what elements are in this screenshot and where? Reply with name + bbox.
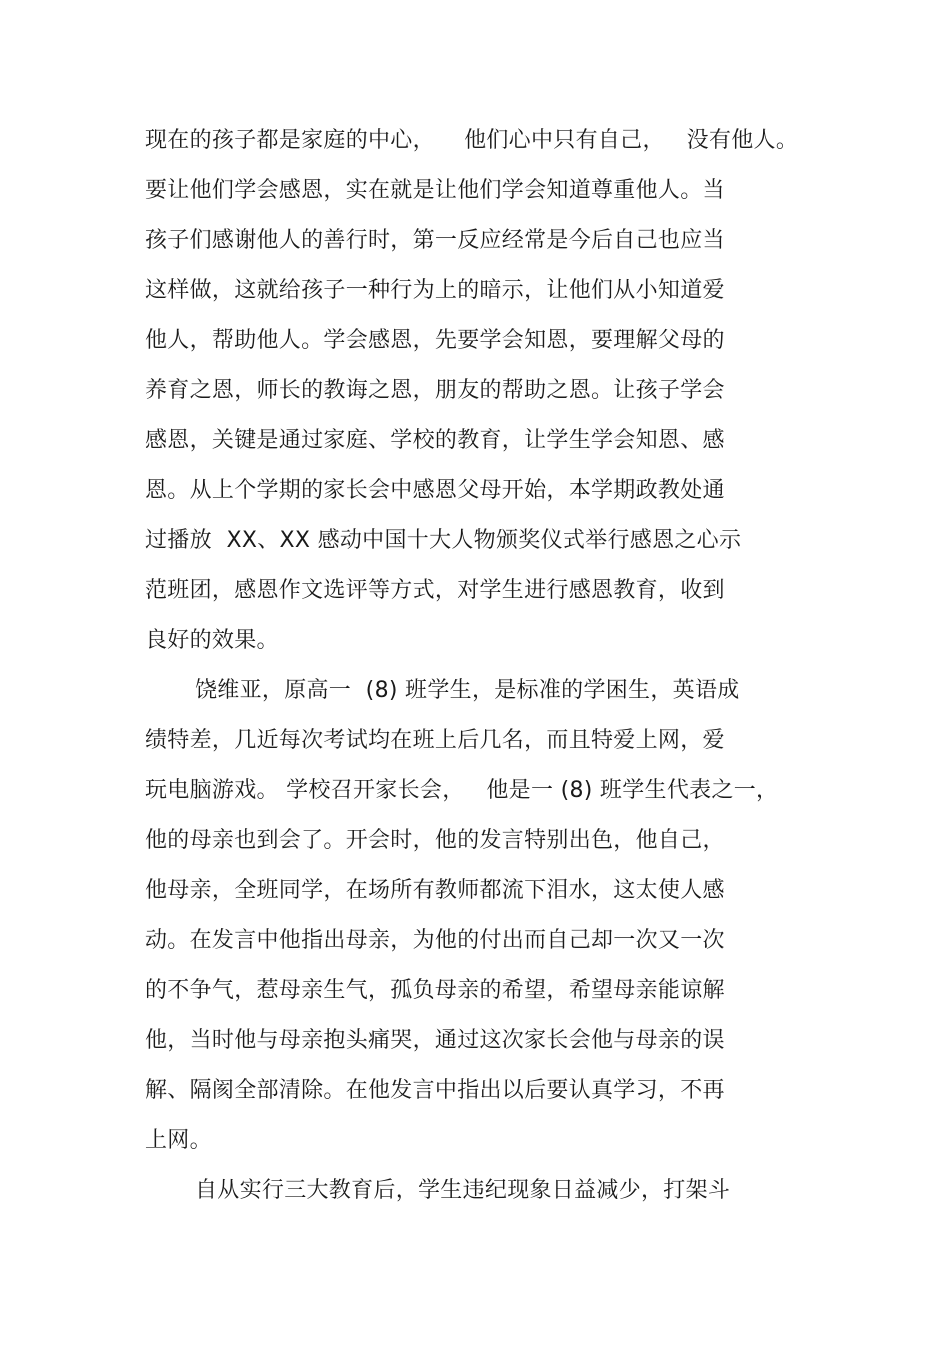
text-line: 他人，帮助他人。学会感恩，先要学会知恩，要理解父母的 bbox=[145, 328, 725, 353]
text-line: 范班团，感恩作文选评等方式，对学生进行感恩教育，收到 bbox=[145, 578, 725, 603]
text-line: 他母亲，全班同学，在场所有教师都流下泪水，这太使人感 bbox=[145, 878, 725, 903]
text-line: 他，当时他与母亲抱头痛哭，通过这次家长会他与母亲的误 bbox=[145, 1028, 725, 1053]
text-line: 上网。 bbox=[145, 1128, 212, 1153]
text-line: 解、隔阂全部清除。在他发言中指出以后要认真学习，不再 bbox=[145, 1078, 725, 1103]
text-line: 他的母亲也到会了。开会时，他的发言特别出色，他自己， bbox=[145, 828, 725, 853]
text-line: 恩。从上个学期的家长会中感恩父母开始，本学期政教处通 bbox=[145, 478, 725, 503]
text-line: 饶维亚，原高一 (8) 班学生，是标准的学困生，英语成 bbox=[195, 678, 740, 703]
text-line: 良好的效果。 bbox=[145, 628, 279, 653]
text-line: 自从实行三大教育后，学生违纪现象日益减少，打架斗 bbox=[195, 1178, 731, 1203]
text-line: 玩电脑游戏。 学校召开家长会， 他是一 (8) 班学生代表之一， bbox=[145, 778, 779, 803]
text-line: 过播放 XX、XX 感动中国十大人物颁奖仪式举行感恩之心示 bbox=[145, 528, 742, 553]
text-line: 现在的孩子都是家庭的中心， 他们心中只有自己， 没有他人。 bbox=[145, 128, 799, 153]
text-line: 这样做，这就给孩子一种行为上的暗示，让他们从小知道爱 bbox=[145, 278, 725, 303]
text-line: 感恩，关键是通过家庭、学校的教育，让学生学会知恩、感 bbox=[145, 428, 725, 453]
text-line: 要让他们学会感恩，实在就是让他们学会知道尊重他人。当 bbox=[145, 178, 725, 203]
text-line: 的不争气，惹母亲生气，孤负母亲的希望，希望母亲能谅解 bbox=[145, 978, 725, 1003]
text-line: 孩子们感谢他人的善行时，第一反应经常是今后自己也应当 bbox=[145, 228, 725, 253]
text-line: 动。在发言中他指出母亲，为他的付出而自己却一次又一次 bbox=[145, 928, 725, 953]
text-line: 绩特差，几近每次考试均在班上后几名，而且特爱上网，爱 bbox=[145, 728, 725, 753]
text-line: 养育之恩，师长的教诲之恩，朋友的帮助之恩。让孩子学会 bbox=[145, 378, 725, 403]
